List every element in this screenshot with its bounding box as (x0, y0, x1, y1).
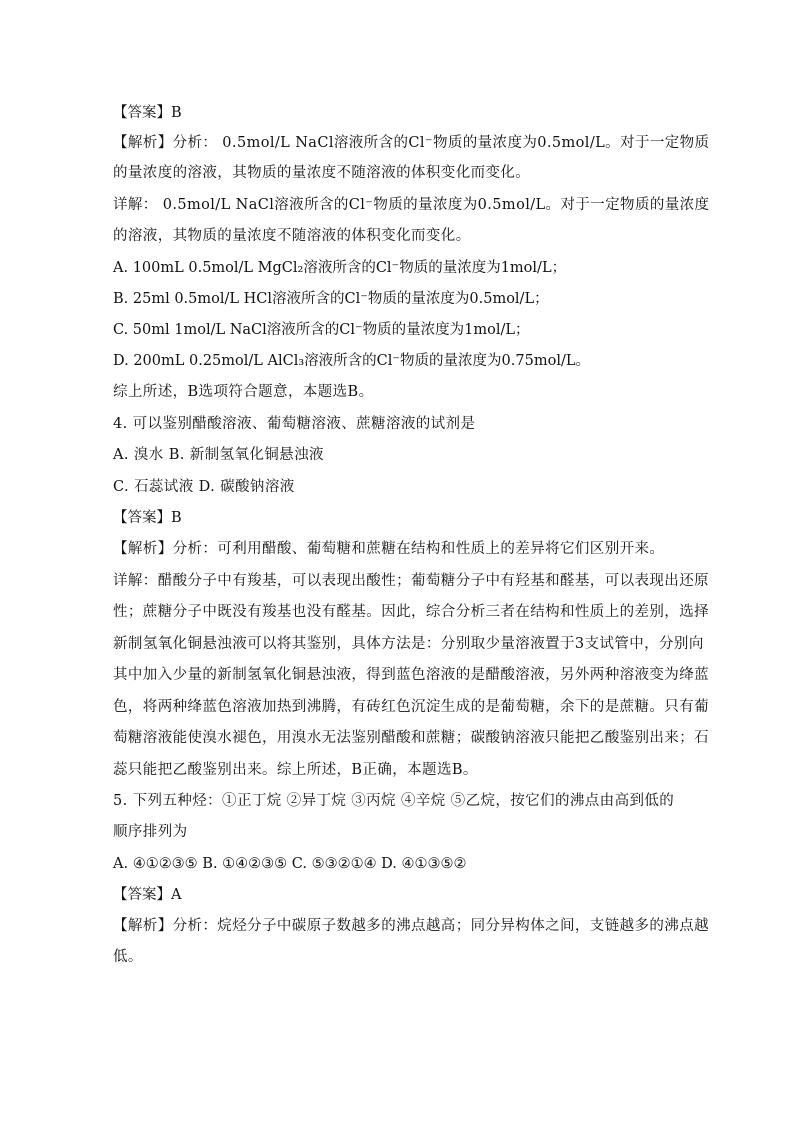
answer-label: 【答案】A (113, 887, 182, 903)
option-line: C. 50ml 1mol/L NaCl溶液所含的Cl⁻物质的量浓度为1mol/L； (113, 322, 530, 338)
detail-line: 的溶液，其物质的量浓度不随溶液的体积变化而变化。 (113, 228, 471, 244)
option-line: D. 200mL 0.25mol/L AlCl₃溶液所含的Cl⁻物质的量浓度为0.75mol/L。 (113, 353, 590, 369)
detail-line: 其中加入少量的新制氢氧化铜悬浊液，得到蓝色溶液的是醋酸溶液，另外两种溶液变为绛蓝 (113, 667, 709, 683)
question-5: 顺序排列为 (113, 824, 188, 840)
q4-options-cd: C. 石蕊试液 D. 碳酸钠溶液 (113, 479, 295, 495)
option-line: A. 100mL 0.5mol/L MgCl₂溶液所含的Cl⁻物质的量浓度为1mol/L； (113, 260, 567, 276)
answer-label: 【答案】B (113, 105, 182, 121)
detail-line: 新制氢氧化铜悬浊液可以将其鉴别，具体方法是：分别取少量溶液置于3支试管中，分别向 (113, 636, 704, 652)
detail-line: 详解： 0.5mol/L NaCl溶液所含的Cl⁻物质的量浓度为0.5mol/L。对于一定物质的量浓度 (113, 197, 710, 213)
detail-line: 色，将两种绛蓝色溶液加热到沸腾，有砖红色沉淀生成的是葡萄糖，余下的是蔗糖。只有葡 (113, 699, 709, 715)
answer-label: 【答案】B (113, 510, 182, 526)
summary-line: 综上所述，B选项符合题意，本题选B。 (113, 384, 374, 400)
detail-line: 性；蔗糖分子中既没有羧基也没有醛基。因此，综合分析三者在结构和性质上的差别，选择 (113, 604, 709, 620)
analysis-line: 的量浓度的溶液，其物质的量浓度不随溶液的体积变化而变化。 (113, 165, 531, 181)
option-line: B. 25ml 0.5mol/L HCl溶液所含的Cl⁻物质的量浓度为0.5mol/L； (113, 291, 549, 307)
analysis-line: 【解析】分析：可利用醋酸、葡萄糖和蔗糖在结构和性质上的差异将它们区别开来。 (113, 541, 665, 557)
detail-line: 萄糖溶液能使溴水褪色，用溴水无法鉴别醋酸和蔗糖；碳酸钠溶液只能把乙酸鉴别出来；石 (113, 730, 709, 746)
analysis-line: 【解析】分析：烷烃分子中碳原子数越多的沸点越高；同分异构体之间，支链越多的沸点越 (113, 918, 709, 934)
question-4: 4. 可以鉴别醋酸溶液、葡萄糖溶液、蔗糖溶液的试剂是 (113, 416, 476, 432)
analysis-line: 低。 (113, 949, 143, 965)
question-5: 5. 下列五种烃：①正丁烷 ②异丁烷 ③丙烷 ④辛烷 ⑤乙烷，按它们的沸点由高到低的 (113, 793, 675, 809)
q5-options: A. ④①②③⑤ B. ①④②③⑤ C. ⑤③②①④ D. ④①③⑤② (113, 856, 467, 872)
q4-options-ab: A. 溴水 B. 新制氢氧化铜悬浊液 (113, 447, 324, 463)
detail-line: 详解：醋酸分子中有羧基，可以表现出酸性；葡萄糖分子中有羟基和醛基，可以表现出还原 (113, 573, 709, 589)
detail-line: 蕊只能把乙酸鉴别出来。综上所述，B正确，本题选B。 (113, 762, 478, 778)
analysis-line: 【解析】分析： 0.5mol/L NaCl溶液所含的Cl⁻物质的量浓度为0.5mol/L。对于一定物质 (113, 135, 710, 151)
